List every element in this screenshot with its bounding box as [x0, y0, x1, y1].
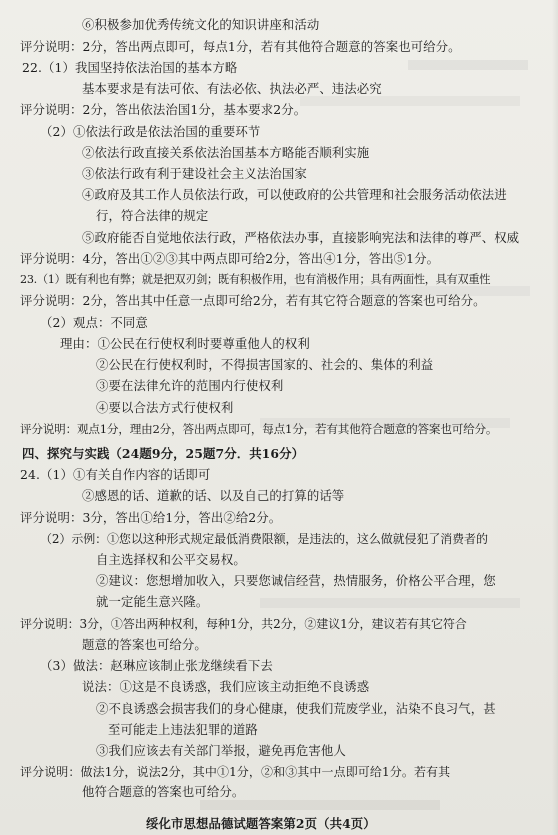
question-23-1: 23.（1）既有利也有弊；就是把双刃剑；既有积极作用，也有消极作用；具有两面性，具有双重性	[20, 273, 491, 287]
scoring-note: 评分说明：3分，答出①给1分，答出②给2分。	[20, 509, 282, 525]
answer-line: ③依法行政有利于建设社会主义法治国家	[82, 165, 307, 181]
question-24-1: 24.（1）①有关自作内容的话即可	[20, 467, 211, 483]
answer-line: ②感恩的话、道歉的话、以及自己的打算的话等	[82, 488, 345, 504]
answer-line: ⑤政府能否自觉地依法行政，严格依法办事，直接影响宪法和法律的尊严、权威	[82, 229, 520, 245]
answer-line: ②建议：您想增加收入，只要您诚信经营，热情服务，价格公平合理，您	[96, 573, 496, 589]
answer-line: 行，符合法律的规定	[96, 208, 209, 224]
scoring-note: 评分说明：2分，答出两点即可，每点1分，若有其他符合题意的答案也可给分。	[20, 38, 461, 54]
answer-line: ③要在法律允许的范围内行使权利	[96, 378, 284, 394]
scoring-note: 评分说明：做法1分，说法2分，其中①1分，②和③其中一点即可给1分。若有其	[20, 765, 451, 780]
answer-line: 至可能走上违法犯罪的道路	[108, 721, 258, 737]
answer-line: 理由：①公民在行使权利时要尊重他人的权利	[60, 335, 310, 351]
bleed-through-mark	[200, 800, 440, 810]
scoring-note: 评分说明：2分，答出其中任意一点即可给2分，若有其它符合题意的答案也可给分。	[20, 293, 486, 309]
answer-line: 说法：①这是不良诱惑，我们应该主动拒绝不良诱惑	[82, 679, 370, 695]
question-24-3: （3）做法：赵琳应该制止张龙继续看下去	[40, 658, 273, 674]
scoring-note-continued: 他符合题意的答案也可给分。	[82, 783, 245, 799]
answer-line: 基本要求是有法可依、有法必依、执法必严、违法必究	[82, 81, 382, 97]
answer-line: ⑥积极参加优秀传统文化的知识讲座和活动	[82, 17, 320, 33]
bleed-through-mark	[300, 96, 520, 106]
answer-line: 自主选择权和公平交易权。	[96, 551, 246, 567]
page-edge-shadow	[552, 0, 558, 835]
question-22-1: 22.（1）我国坚持依法治国的基本方略	[22, 59, 238, 75]
scoring-note: 评分说明：观点1分，理由2分，答出两点即可，每点1分，若有其他符合题意的答案也可给分。	[20, 421, 498, 436]
question-22-2: （2）①依法行政是依法治国的重要环节	[40, 123, 261, 139]
question-24-2: （2）示例：①您以这种形式规定最低消费限额，是违法的，这么做就侵犯了消费者的	[40, 531, 488, 546]
question-23-2: （2）观点：不同意	[40, 314, 148, 330]
scoring-note: 评分说明：2分，答出依法治国1分，基本要求2分。	[20, 102, 307, 118]
answer-line: ②不良诱惑会损害我们的身心健康，使我们荒废学业，沾染不良习气，甚	[96, 700, 496, 716]
bleed-through-mark	[408, 60, 528, 70]
section-heading: 四、探究与实践（24题9分，25题7分．共16分）	[22, 445, 305, 461]
scoring-note-continued: 题意的答案也可给分。	[82, 636, 207, 652]
answer-line: ④政府及其工作人员依法行政，可以使政府的公共管理和社会服务活动依法进	[82, 187, 507, 203]
answer-line: ②依法行政直接关系依法治国基本方略能否顺利实施	[82, 144, 370, 160]
answer-line: ②公民在行使权利时，不得损害国家的、社会的、集体的利益	[96, 357, 434, 373]
answer-line: 就一定能生意兴隆。	[96, 594, 209, 610]
answer-line: ③我们应该去有关部门举报，避免再危害他人	[96, 743, 346, 759]
bleed-through-mark	[260, 598, 520, 608]
scoring-note: 评分说明：4分，答出①②③其中两点即可给2分，答出④1分，答出⑤1分。	[20, 250, 440, 266]
scoring-note: 评分说明：3分，①答出两种权利，每种1分，共2分，②建议1分，建议若有其它符合	[20, 616, 467, 631]
page-footer: 绥化市思想品德试题答案第2页（共4页）	[146, 816, 376, 831]
answer-line: ④要以合法方式行使权利	[96, 399, 234, 415]
